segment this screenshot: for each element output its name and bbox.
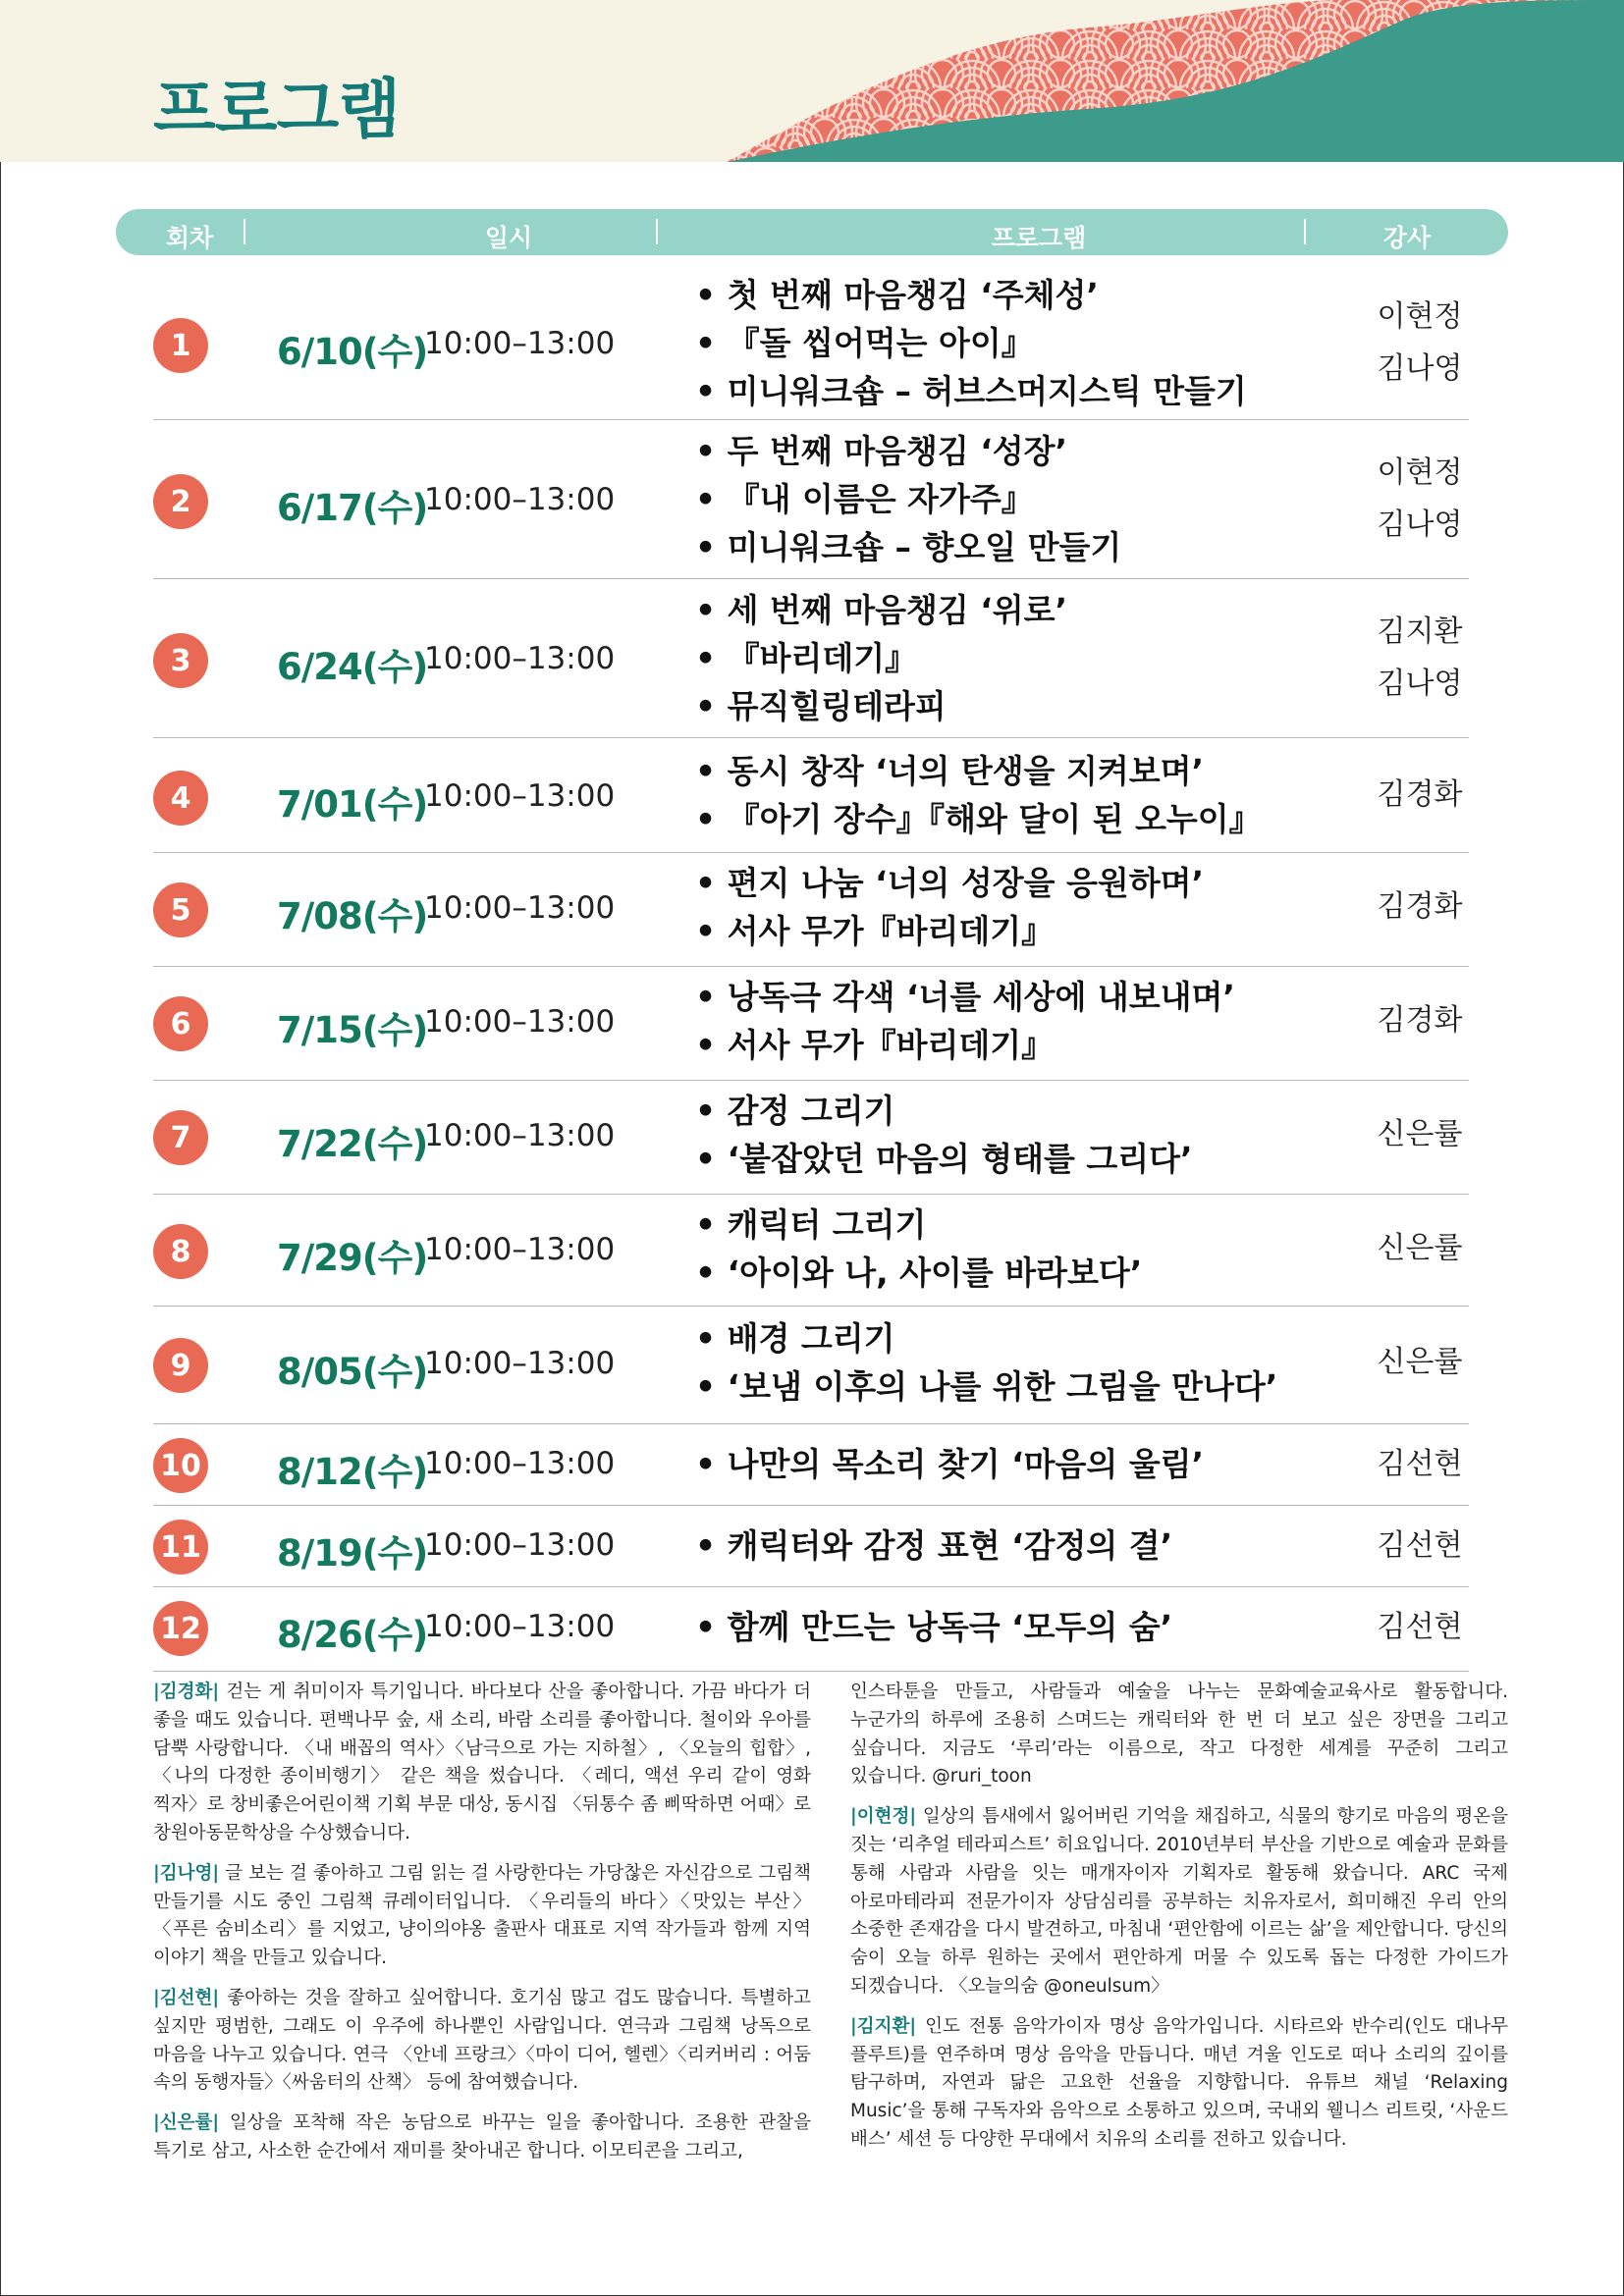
program-item: • 낭독극 각색 ‘너를 세상에 내보내며’ — [695, 973, 1235, 1021]
program-item: • 나만의 목소리 찾기 ‘마음의 울림’ — [695, 1440, 1204, 1488]
program-list — [695, 973, 1235, 1069]
round-badge: 11 — [153, 1520, 208, 1575]
header-instructor: 강사 — [1382, 224, 1432, 252]
round-badge: 1 — [153, 318, 208, 373]
round-badge: 9 — [153, 1338, 208, 1393]
table-header — [116, 209, 1508, 255]
instructor-bios-left — [153, 1679, 811, 2178]
session-date: 7/29(수) — [277, 1237, 428, 1279]
round-badge: 7 — [153, 1110, 208, 1165]
session-time: 10:00–13:00 — [424, 641, 616, 676]
instructor-list — [1361, 606, 1479, 710]
table-row — [153, 1506, 1469, 1587]
program-list — [695, 586, 1067, 730]
instructor-list — [1361, 1336, 1479, 1388]
round-badge: 6 — [153, 996, 208, 1051]
instructor-name: 신은률 — [1377, 1345, 1463, 1379]
header-datetime: 일시 — [484, 224, 533, 252]
bio-text: 좋아하는 것을 잘하고 싶어합니다. 호기심 많고 겁도 많습니다. 특별하고 싶지만 평범한, 그래도 이 우주에 하나뿐인 사람입니다. 연극과 그림책 낭독으로 마음을 나누고 있습니다. 연극 〈안네 프랑크〉〈마이 디어, 헬렌〉〈리커버리 : 어둠 속의 동행자들〉〈싸움터의 산책〉 등에 참여했습니다. — [153, 1987, 811, 2094]
program-item: • 함께 만드는 낭독극 ‘모두의 숨’ — [695, 1603, 1172, 1651]
program-list — [695, 1440, 1204, 1488]
table-row — [153, 738, 1469, 853]
instructor-name: 이현정 — [1377, 455, 1463, 490]
instructor-list — [1361, 1520, 1479, 1572]
program-list — [695, 1314, 1277, 1411]
session-time: 10:00–13:00 — [424, 1346, 616, 1381]
instructor-list — [1361, 1222, 1479, 1274]
session-date: 8/26(수) — [277, 1614, 428, 1656]
program-item: • 미니워크숍 – 향오일 만들기 — [695, 523, 1121, 571]
bio-paragraph — [850, 1679, 1508, 1791]
session-date: 7/15(수) — [277, 1009, 428, 1051]
bio-name: |이현정| — [850, 1806, 917, 1828]
session-date: 7/22(수) — [277, 1123, 428, 1165]
table-row — [153, 967, 1469, 1081]
bio-paragraph — [153, 1860, 811, 1973]
program-list — [695, 859, 1204, 955]
bio-text: 일상의 틈새에서 잃어버린 기억을 채집하고, 식물의 향기로 마음의 평온을 짓는 ‘리추얼 테라피스트’ 히요입니다. 2010년부터 부산을 기반으로 예술과 문화를 통해 사람과 사람을 잇는 매개자이자 기획자로 활동해 왔습니다. ARC 국제 아로마테라피 전문가이자 상담심리를 공부하는 치유자로서, 희미해진 우리 안의 소중한 존재감을 다시 발견하고, 마침내 ‘편안함에 이르는 삶’을 제안합니다. 당신의 숨이 오늘 하루 원하는 곳에서 편안하게 머물 수 있도록 돕는 다정한 가이드가 되겠습니다. 〈오늘의숨 @oneulsum〉 — [850, 1806, 1508, 1997]
instructor-name: 신은률 — [1377, 1231, 1463, 1265]
program-list — [695, 271, 1247, 415]
program-list — [695, 1603, 1172, 1651]
program-list — [695, 1522, 1172, 1570]
bio-name: |김지환| — [850, 2015, 917, 2037]
session-time: 10:00–13:00 — [424, 1004, 616, 1040]
bio-paragraph — [153, 1679, 811, 1848]
instructor-name: 김선현 — [1377, 1610, 1463, 1644]
table-row — [153, 1195, 1469, 1307]
session-time: 10:00–13:00 — [424, 1609, 616, 1644]
session-time: 10:00–13:00 — [424, 482, 616, 517]
session-date: 6/24(수) — [277, 646, 428, 688]
bio-paragraph — [850, 1803, 1508, 2002]
program-list — [695, 1201, 1142, 1297]
program-item: • 서사 무가『바리데기』 — [695, 907, 1204, 955]
schedule-table — [153, 255, 1469, 1672]
table-row — [153, 1587, 1469, 1672]
program-list — [695, 427, 1121, 571]
program-item: • 『아기 장수』『해와 달이 된 오누이』 — [695, 795, 1262, 843]
bio-name: |김선현| — [153, 1987, 220, 2008]
program-item: • 미니워크숍 – 허브스머지스틱 만들기 — [695, 367, 1247, 415]
table-row — [153, 1307, 1469, 1424]
session-time: 10:00–13:00 — [424, 890, 616, 926]
program-item: • 편지 나눔 ‘너의 성장을 응원하며’ — [695, 859, 1204, 907]
round-badge: 12 — [153, 1601, 208, 1656]
session-date: 7/01(수) — [277, 783, 428, 826]
instructor-name: 김나영 — [1377, 507, 1463, 542]
program-item: • 뮤직힐링테라피 — [695, 682, 1067, 730]
program-list — [695, 1087, 1193, 1183]
bio-name: |김나영| — [153, 1862, 220, 1884]
instructor-list — [1361, 881, 1479, 933]
session-time: 10:00–13:00 — [424, 326, 616, 361]
session-date: 6/10(수) — [277, 331, 428, 373]
session-time: 10:00–13:00 — [424, 778, 616, 814]
bio-paragraph — [153, 2109, 811, 2166]
table-row — [153, 1081, 1469, 1195]
instructor-list — [1361, 769, 1479, 821]
page-title: 프로그램 — [153, 72, 401, 147]
instructor-name: 김경화 — [1377, 777, 1463, 812]
instructor-list — [1361, 291, 1479, 395]
program-item: • 세 번째 마음챙김 ‘위로’ — [695, 586, 1067, 634]
instructor-name: 김선현 — [1377, 1447, 1463, 1481]
bio-text: 글 보는 걸 좋아하고 그림 읽는 걸 사랑한다는 가당찮은 자신감으로 그림책 만들기를 시도 중인 그림책 큐레이터입니다. 〈우리들의 바다〉〈맛있는 부산〉〈푸른 숨비소리〉를 지었고, 냥이의야옹 출판사 대표로 지역 작가들과 함께 지역 이야기 책을 만들고 있습니다. — [153, 1862, 811, 1969]
program-item: • 『내 이름은 자가주』 — [695, 475, 1121, 523]
bio-name: |신은률| — [153, 2112, 220, 2134]
session-date: 8/12(수) — [277, 1451, 428, 1493]
program-item: • ‘보냄 이후의 나를 위한 그림을 만나다’ — [695, 1362, 1277, 1411]
instructor-name: 신은률 — [1377, 1117, 1463, 1151]
table-row — [153, 1424, 1469, 1506]
instructor-name: 이현정 — [1377, 299, 1463, 334]
bio-paragraph — [153, 1985, 811, 2098]
round-badge: 4 — [153, 771, 208, 826]
session-date: 8/05(수) — [277, 1351, 428, 1393]
program-item: • 감정 그리기 — [695, 1087, 1193, 1135]
bio-text: 인스타툰을 만들고, 사람들과 예술을 나누는 문화예술교육사로 활동합니다. 누군가의 하루에 조용히 스며드는 캐릭터와 한 번 더 보고 싶은 장면을 그리고 싶습니다. 지금도 ‘루리’라는 이름으로, 작고 다정한 세계를 꾸준히 그리고 있습니다. @ruri_toon — [850, 1682, 1508, 1788]
program-item: • 『바리데기』 — [695, 634, 1067, 682]
instructor-name: 김지환 — [1377, 614, 1463, 649]
instructor-list — [1361, 1108, 1479, 1160]
session-date: 6/17(수) — [277, 487, 428, 529]
round-badge: 2 — [153, 474, 208, 529]
instructor-list — [1361, 447, 1479, 551]
round-badge: 5 — [153, 882, 208, 937]
round-badge: 3 — [153, 633, 208, 688]
session-time: 10:00–13:00 — [424, 1446, 616, 1481]
table-row — [153, 255, 1469, 420]
session-date: 8/19(수) — [277, 1532, 428, 1575]
program-item: • ‘아이와 나, 사이를 바라보다’ — [695, 1249, 1142, 1297]
instructor-name: 김선현 — [1377, 1528, 1463, 1563]
program-item: • 첫 번째 마음챙김 ‘주체성’ — [695, 271, 1247, 319]
bio-text: 일상을 포착해 작은 농담으로 바꾸는 일을 좋아합니다. 조용한 관찰을 특기로 삼고, 사소한 순간에서 재미를 찾아내곤 합니다. 이모티콘을 그리고, — [153, 2112, 811, 2162]
session-time: 10:00–13:00 — [424, 1118, 616, 1153]
instructor-bios-right — [850, 1679, 1508, 2166]
instructor-name: 김나영 — [1377, 667, 1463, 701]
round-badge: 10 — [153, 1438, 208, 1493]
table-row — [153, 853, 1469, 967]
bio-name: |김경화| — [153, 1682, 220, 1702]
header-round: 회차 — [165, 224, 214, 252]
instructor-name: 김나영 — [1377, 351, 1463, 386]
program-item: • 『돌 씹어먹는 아이』 — [695, 319, 1247, 367]
instructor-name: 김경화 — [1377, 1003, 1463, 1038]
round-badge: 8 — [153, 1224, 208, 1279]
program-item: • 동시 창작 ‘너의 탄생을 지켜보며’ — [695, 747, 1262, 795]
session-time: 10:00–13:00 — [424, 1527, 616, 1563]
instructor-name: 김경화 — [1377, 889, 1463, 924]
table-row — [153, 579, 1469, 738]
session-date: 7/08(수) — [277, 895, 428, 937]
program-list — [695, 747, 1262, 843]
header-band — [0, 0, 1624, 162]
table-row — [153, 420, 1469, 579]
bio-paragraph — [850, 2013, 1508, 2155]
session-time: 10:00–13:00 — [424, 1232, 616, 1267]
instructor-list — [1361, 1601, 1479, 1653]
program-item: • 서사 무가『바리데기』 — [695, 1021, 1235, 1069]
program-item: • 캐릭터 그리기 — [695, 1201, 1142, 1249]
program-item: • 배경 그리기 — [695, 1314, 1277, 1362]
program-item: • 캐릭터와 감정 표현 ‘감정의 결’ — [695, 1522, 1172, 1570]
header-program: 프로그램 — [991, 224, 1087, 252]
bio-text: 걷는 게 취미이자 특기입니다. 바다보다 산을 좋아합니다. 가끔 바다가 더 좋을 때도 있습니다. 편백나무 숲, 새 소리, 바람 소리를 좋아합니다. 철이와 우아를 담뿍 사랑합니다. 〈내 배꼽의 역사〉〈남극으로 가는 지하철〉, 〈오늘의 힙합〉, 〈나의 다정한 종이비행기〉 같은 책을 썼습니다. 〈레디, 액션 우리 같이 영화 찍자〉로 창비좋은어린이책 기획 부문 대상, 동시집 〈뒤통수 좀 삐딱하면 어때〉로 창원아동문학상을 수상했습니다. — [153, 1682, 811, 1843]
instructor-list — [1361, 994, 1479, 1046]
program-item: • ‘붙잡았던 마음의 형태를 그리다’ — [695, 1135, 1193, 1183]
program-item: • 두 번째 마음챙김 ‘성장’ — [695, 427, 1121, 475]
bio-text: 인도 전통 음악가이자 명상 음악가입니다. 시타르와 반수리(인도 대나무 플루트)를 연주하며 명상 음악을 만듭니다. 매년 겨울 인도로 떠나 소리의 깊이를 탐구하며, 자연과 닮은 고요한 선율을 지향합니다. 유튜브 채널 ‘Relaxing Music’을 통해 구독자와 음악으로 소통하고 있으며, 국내외 웰니스 리트릿, ‘사운드 배스’ 세션 등 다양한 무대에서 치유의 소리를 전하고 있습니다. — [850, 2015, 1508, 2150]
instructor-list — [1361, 1438, 1479, 1490]
